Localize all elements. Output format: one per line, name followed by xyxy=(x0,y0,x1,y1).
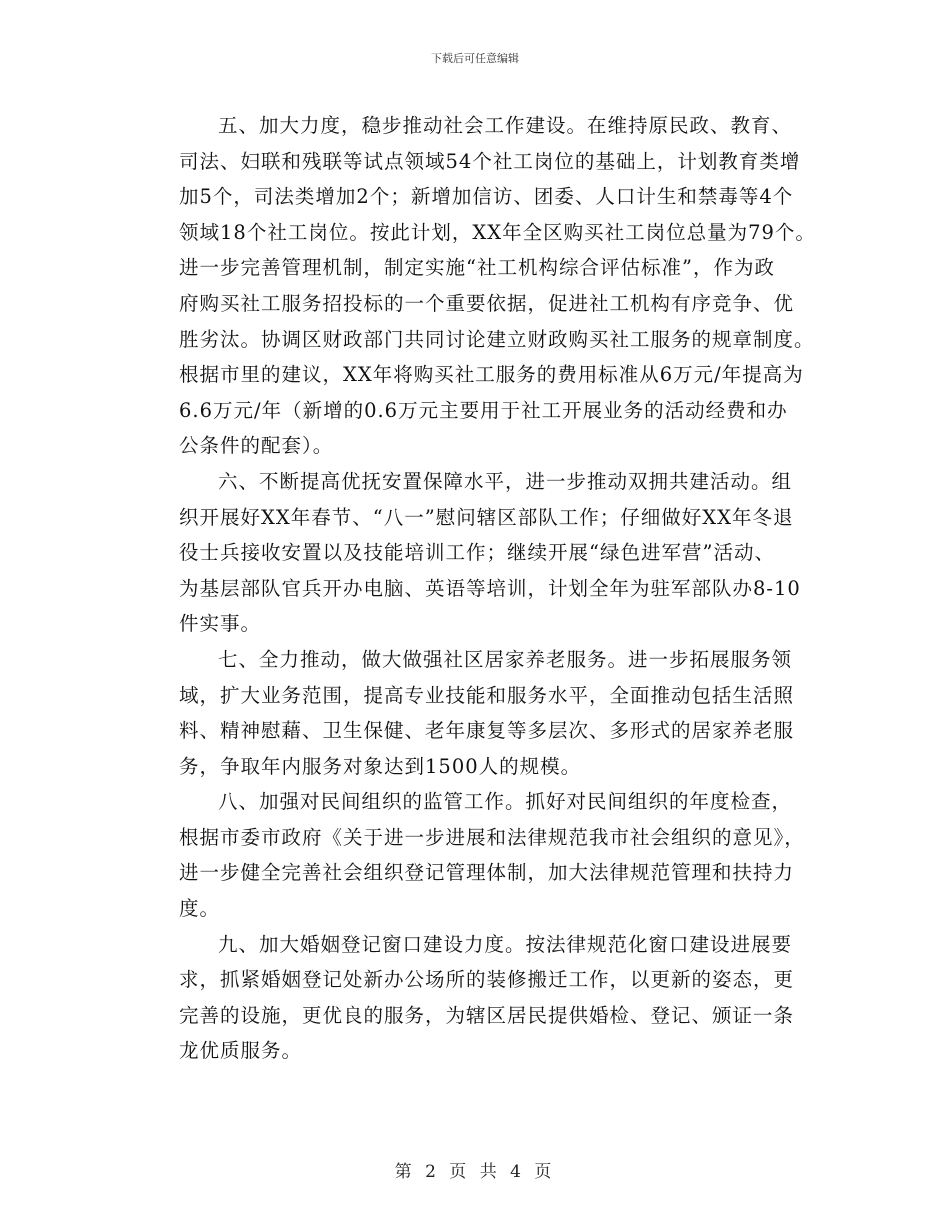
paragraph-9 xyxy=(140,927,820,1069)
text-line: 龙优质服务。 xyxy=(179,1039,303,1063)
text-line: 为基层部队官兵开办电脑、英语等培训，计划全年为驻军部队办8-10 xyxy=(179,576,801,600)
paragraph-5 xyxy=(140,108,820,464)
text-line: 加5个，司法类增加2个；新增加信访、团委、人口计生和禁毒等4个 xyxy=(179,185,794,209)
paragraph-8 xyxy=(140,784,820,926)
text-line: 务，争取年内服务对象达到1500人的规模。 xyxy=(179,754,582,778)
text-line: 役士兵接收安置以及技能培训工作；继续开展“绿色进军营”活动、 xyxy=(179,541,775,565)
text-line: 司法、妇联和残联等试点领域54个社工岗位的基础上，计划教育类增 xyxy=(179,149,801,173)
text-line: 织开展好XX年春节、“八一”慰问辖区部队工作；仔细做好XX年冬退 xyxy=(179,505,794,529)
document-body xyxy=(140,108,820,1069)
text-line: 料、精神慰藉、卫生保健、老年康复等多层次、多形式的居家养老服 xyxy=(179,719,795,743)
text-line: 七、全力推动，做大做强社区居家养老服务。进一步拓展服务领 xyxy=(218,647,793,671)
text-line: 府购买社工服务招投标的一个重要依据，促进社工机构有序竞争、优 xyxy=(179,291,795,315)
page-number-footer: 第 2 页 共 4 页 xyxy=(394,1162,556,1182)
text-line: 胜劣汰。协调区财政部门共同讨论建立财政购买社工服务的规章制度。 xyxy=(179,327,815,351)
text-line: 度。 xyxy=(179,897,221,921)
text-line: 完善的设施，更优良的服务，为辖区居民提供婚检、登记、颁证一条 xyxy=(179,1003,795,1027)
text-line: 公条件的配套）。 xyxy=(179,434,334,458)
text-line: 八、加强对民间组织的监管工作。抓好对民间组织的年度检查， xyxy=(218,790,793,814)
text-line: 进一步健全完善社会组织登记管理体制，加大法律规范管理和扶持力 xyxy=(179,861,795,885)
text-line: 域，扩大业务范围，提高专业技能和服务水平，全面推动包括生活照 xyxy=(179,683,795,707)
page-header: 下载后可任意编辑 xyxy=(431,52,519,65)
text-line: 六、不断提高优抚安置保障水平，进一步推动双拥共建活动。组 xyxy=(218,469,793,493)
text-line: 根据市委市政府《关于进一步进展和法律规范我市社会组织的意见》， xyxy=(179,825,805,849)
text-line: 件实事。 xyxy=(179,612,262,636)
text-line: 领域18个社工岗位。按此计划，XX年全区购买社工岗位总量为79个。 xyxy=(179,220,816,244)
text-line: 进一步完善管理机制，制定实施“社工机构综合评估标准”，作为政 xyxy=(179,256,775,280)
paragraph-6 xyxy=(140,464,820,642)
text-line: 五、加大力度，稳步推动社会工作建设。在维持原民政、教育、 xyxy=(218,114,793,137)
text-line: 根据市里的建议，XX年将购买社工服务的费用标准从6万元/年提高为 xyxy=(179,363,804,387)
text-line: 6.6万元/年（新增的0.6万元主要用于社工开展业务的活动经费和办 xyxy=(179,398,788,422)
text-line: 求，抓紧婚姻登记处新办公场所的装修搬迁工作，以更新的姿态，更 xyxy=(179,968,795,992)
text-line: 九、加大婚姻登记窗口建设力度。按法律规范化窗口建设进展要 xyxy=(218,932,793,956)
paragraph-7 xyxy=(140,642,820,784)
